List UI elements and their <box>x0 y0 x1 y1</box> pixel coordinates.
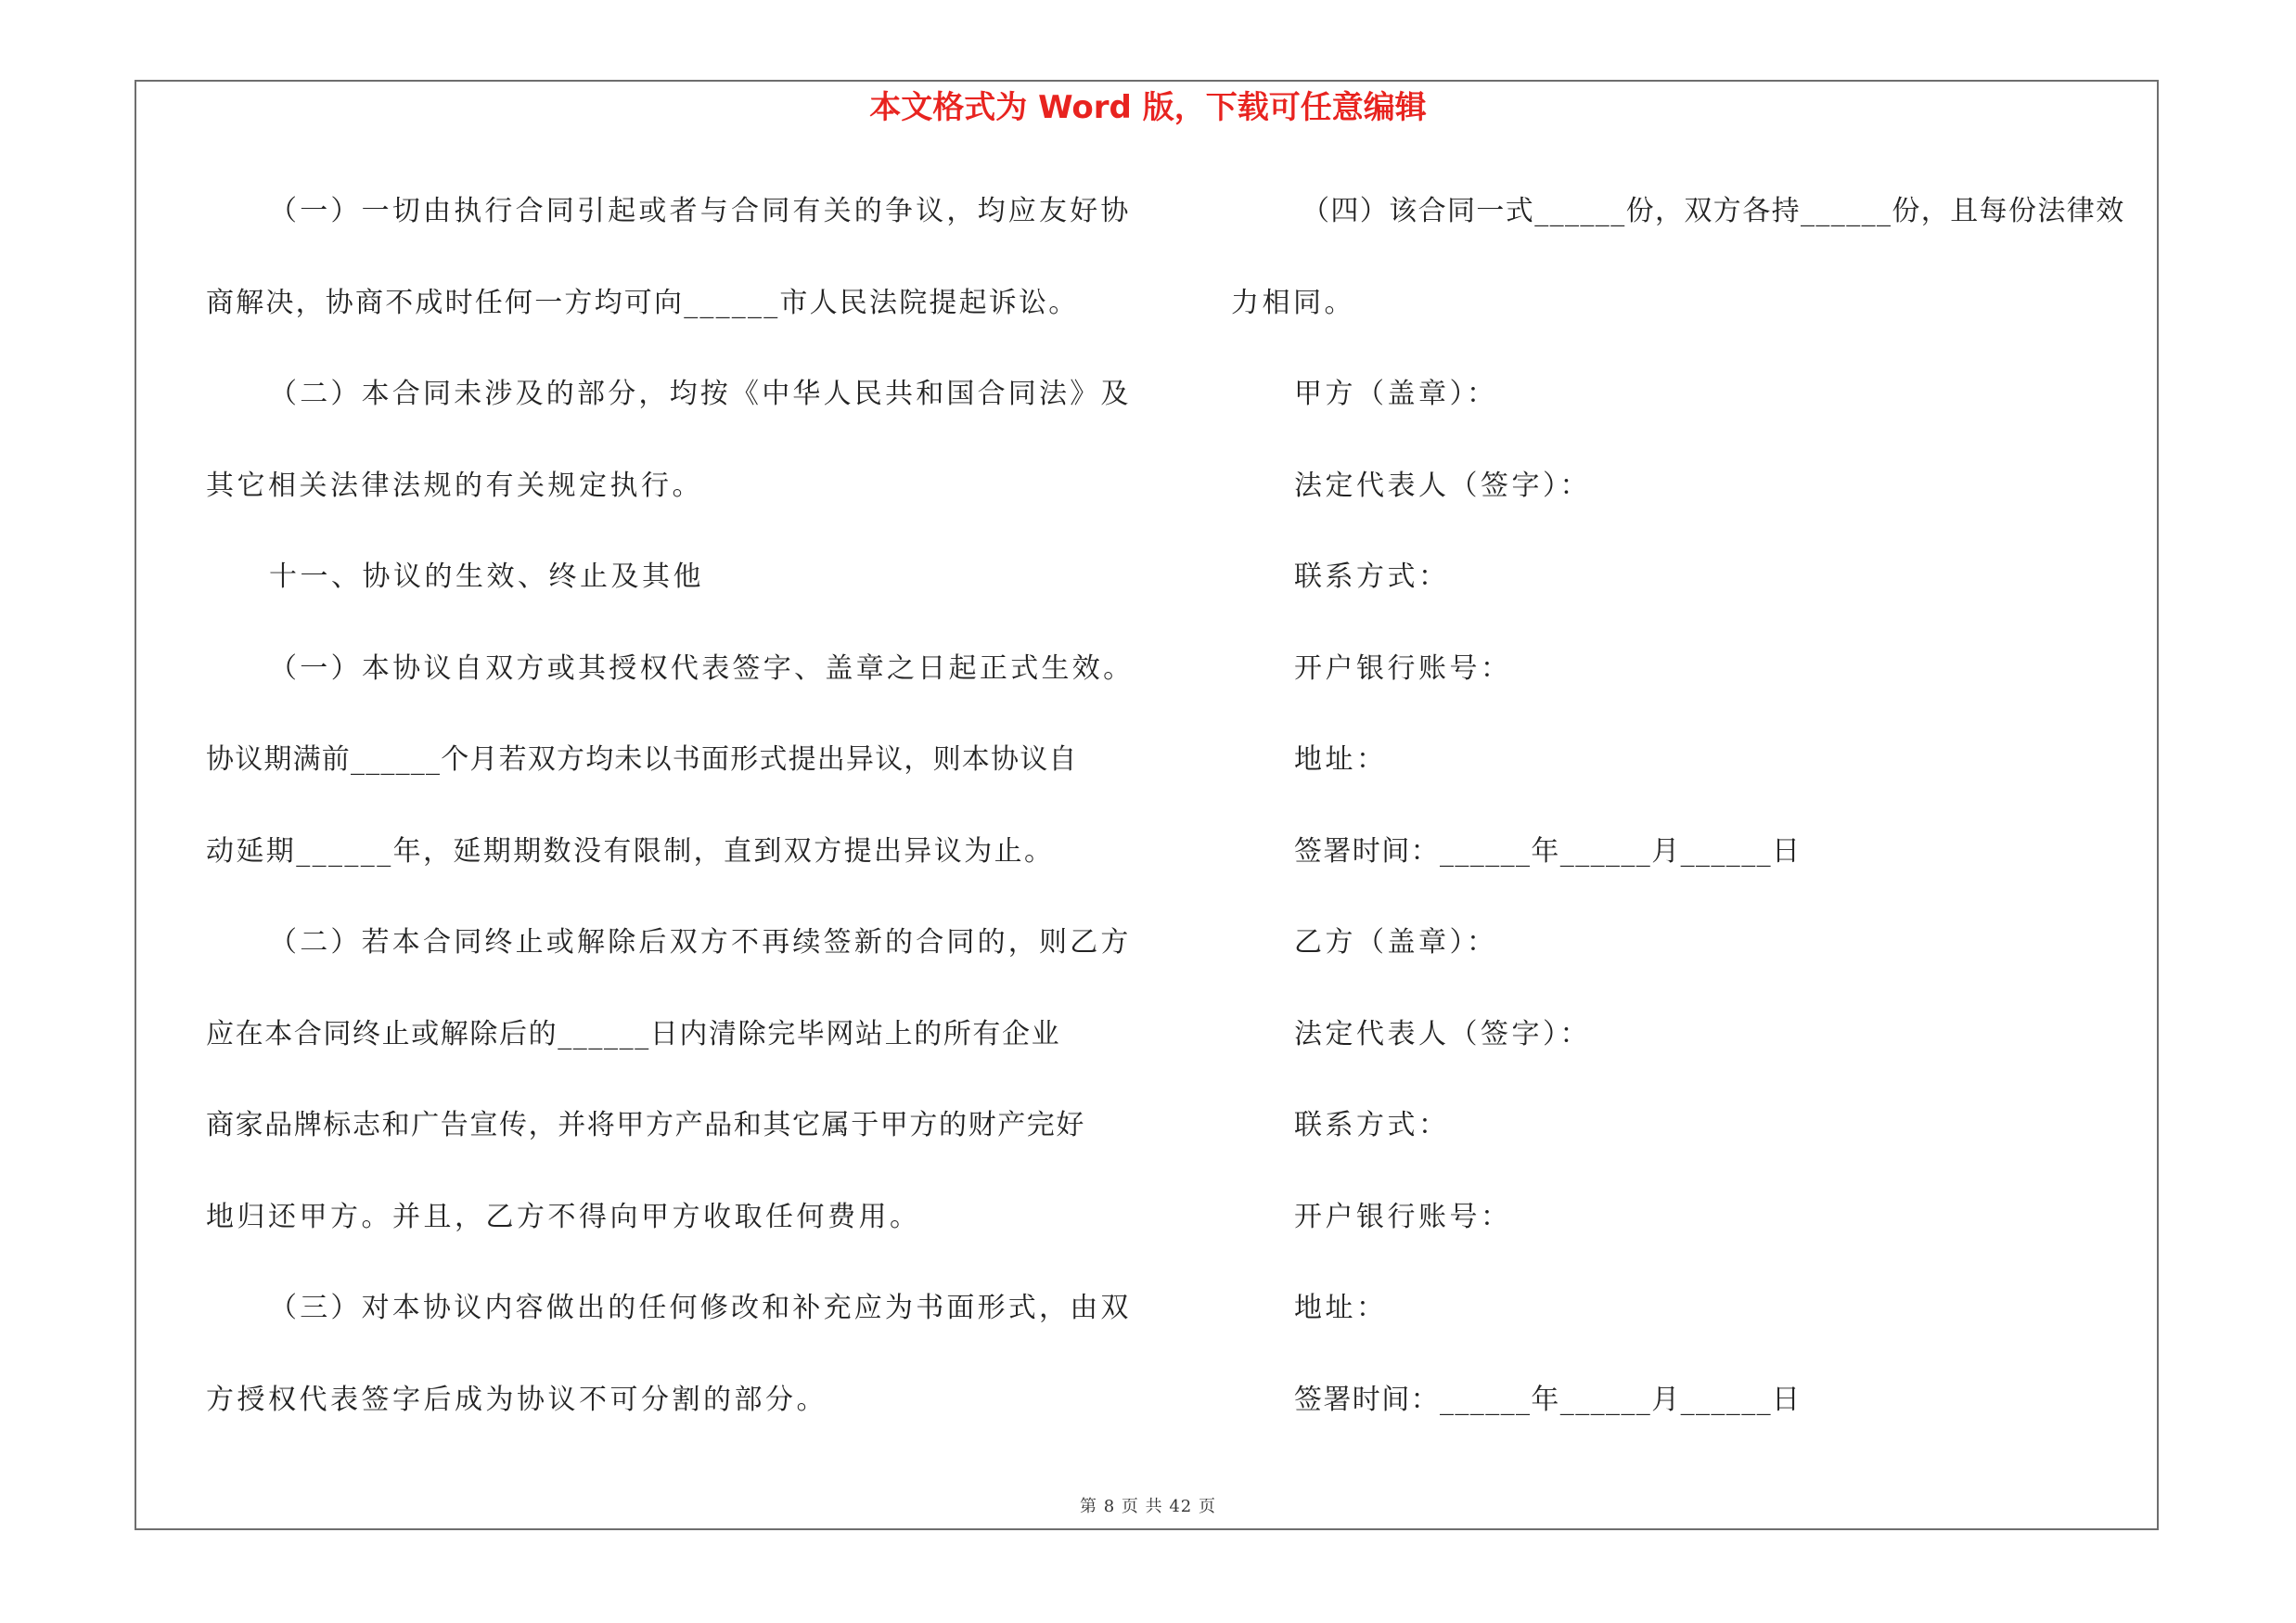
paragraph-line: （一）本协议自双方或其授权代表签字、盖章之日起正式生效。 <box>269 652 1135 685</box>
paragraph-line: （二）本合同未涉及的部分，均按《中华人民共和国合同法》及 <box>269 378 1132 410</box>
signature-field: 联系方式： <box>1294 560 1450 593</box>
paragraph-line: 商家品牌标志和广告宣传，并将甲方产品和其它属于甲方的财产完好 <box>206 1109 1085 1141</box>
signature-field: 开户银行账号： <box>1294 1201 1512 1233</box>
paragraph-line: 协议期满前______个月若双方均未以书面形式提出异议，则本协议自 <box>206 743 1078 776</box>
header-banner: 本文格式为 Word 版，下载可任意编辑 <box>869 89 1427 126</box>
page-number: 第 8 页 共 42 页 <box>1080 1497 1216 1516</box>
paragraph-line: 其它相关法律法规的有关规定执行。 <box>206 470 703 502</box>
section-heading: 十一、协议的生效、终止及其他 <box>269 560 704 593</box>
paragraph-line: 应在本合同终止或解除后的______日内清除完毕网站上的所有企业 <box>206 1018 1061 1050</box>
paragraph-line: （一）一切由执行合同引起或者与合同有关的争议，均应友好协 <box>269 195 1132 227</box>
paragraph-line: 方授权代表签字后成为协议不可分割的部分。 <box>206 1384 827 1416</box>
paragraph-line: 力相同。 <box>1231 287 1355 319</box>
signature-field: 法定代表人（签字）： <box>1294 1018 1591 1050</box>
paragraph-line: （三）对本协议内容做出的任何修改和补充应为书面形式，由双 <box>269 1292 1132 1324</box>
paragraph-line: 动延期______年，延期期数没有限制，直到双方提出异议为止。 <box>206 835 1055 868</box>
paragraph-line: （四）该合同一式______份，双方各持______份，且每份法律效 <box>1302 195 2125 227</box>
signature-field: 联系方式： <box>1294 1109 1450 1141</box>
signature-field: 开户银行账号： <box>1294 652 1512 685</box>
signature-field: 地址： <box>1294 743 1388 776</box>
paragraph-line: 地归还甲方。并且，乙方不得向甲方收取任何费用。 <box>206 1201 921 1233</box>
signature-field: 地址： <box>1294 1292 1388 1324</box>
signature-field: 甲方（盖章）： <box>1294 378 1498 410</box>
signature-date: 签署时间：______年______月______日 <box>1294 835 1802 868</box>
signature-field: 法定代表人（签字）： <box>1294 470 1591 502</box>
paragraph-line: （二）若本合同终止或解除后双方不再续签新的合同的，则乙方 <box>269 926 1132 959</box>
paragraph-line: 商解决，协商不成时任何一方均可向______市人民法院提起诉讼。 <box>206 287 1079 319</box>
signature-date: 签署时间：______年______月______日 <box>1294 1384 1802 1416</box>
signature-field: 乙方（盖章）： <box>1294 926 1498 959</box>
